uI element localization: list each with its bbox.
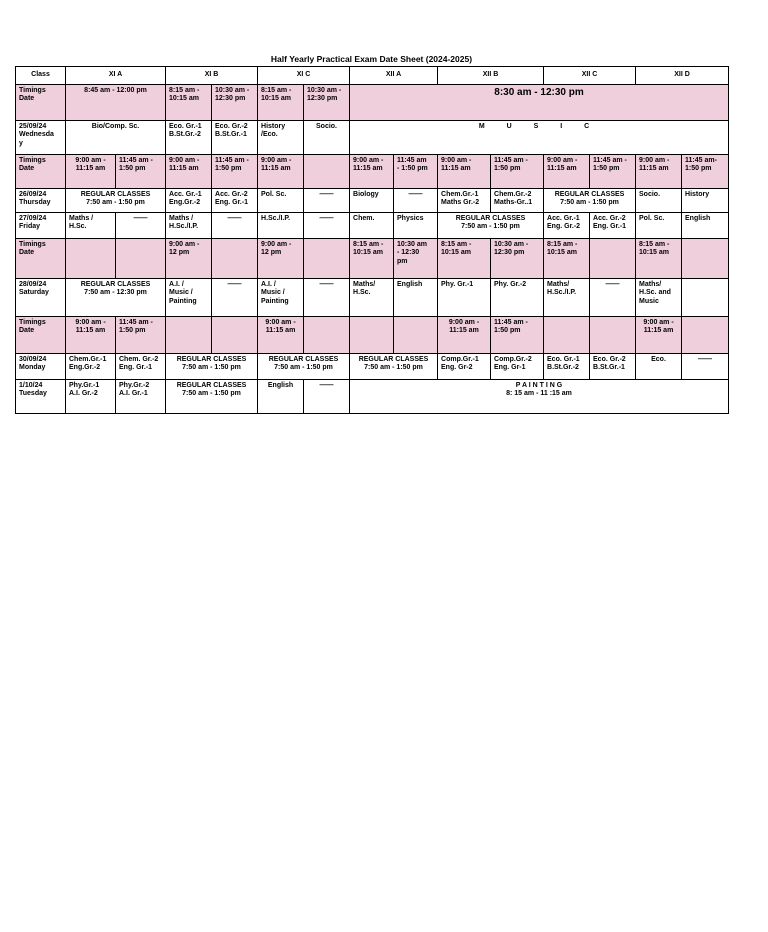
cell: —— [394,189,438,213]
painting-cell [350,380,729,414]
class-header-xi-a: XI A [66,67,166,85]
cell: M U S I C [350,121,729,155]
cell: 8:15 am - 10:15 am [438,239,491,279]
cell: REGULAR CLASSES 7:50 am - 1:50 pm [544,189,636,213]
cell: History [682,189,729,213]
cell [166,317,212,354]
cell: Eco. Gr.-2 B.St.Gr.-1 [590,354,636,380]
cell: 9:00 am - 12 pm [166,239,212,279]
cell: Phy.Gr.-2 A.I. Gr.-1 [116,380,166,414]
cell: 9:00 am - 11:15 am [66,155,116,189]
cell: Eco. [636,354,682,380]
cell: Maths / H.Sc. [66,213,116,239]
cell [682,239,729,279]
timings-row [16,239,729,279]
cell: —— [304,189,350,213]
cell: Pol. Sc. [636,213,682,239]
cell: H.Sc./I.P. [258,213,304,239]
cell: 8:45 am - 12:00 pm [66,85,166,121]
cell: —— [304,213,350,239]
date-row [16,213,729,239]
cell: Eco. Gr.-1 B.St.Gr.-2 [544,354,590,380]
cell: Comp.Gr.-2 Eng. Gr-1 [491,354,544,380]
cell [394,317,438,354]
cell: 9:00 am - 11:15 am [438,317,491,354]
cell [66,239,116,279]
date-row [16,189,729,213]
date-row [16,380,729,414]
cell: 9:00 am - 11:15 am [350,155,394,189]
class-header-xii-d: XII D [636,67,729,85]
cell [544,317,590,354]
cell: Phy. Gr.-1 [438,279,491,317]
cell: —— [212,213,258,239]
date-cell: 1/10/24 Tuesday [16,380,66,414]
class-header-xii-b: XII B [438,67,544,85]
cell: 11:45 am - 1:50 pm [394,155,438,189]
cell: 10:30 am - 12:30 pm [304,85,350,121]
cell: English [258,380,304,414]
timings-row [16,85,729,121]
cell: Pol. Sc. [258,189,304,213]
class-header-xi-c: XI C [258,67,350,85]
cell: 10:30 am - 12:30 pm [394,239,438,279]
cell: Physics [394,213,438,239]
cell: REGULAR CLASSES 7:50 am - 1:50 pm [350,354,438,380]
cell: 8:15 am - 10:15 am [636,239,682,279]
cell: Phy.Gr.-1 A.I. Gr.-2 [66,380,116,414]
cell: Maths / H.Sc./I.P. [166,213,212,239]
cell [590,317,636,354]
cell: Socio. [304,121,350,155]
timings-label: Timings Date [16,155,66,189]
class-header-xii-a: XII A [350,67,438,85]
cell: 9:00 am - 11:15 am [258,317,304,354]
class-header-xi-b: XI B [166,67,258,85]
timings-label: Timings Date [16,317,66,354]
date-row [16,279,729,317]
timings-row [16,317,729,354]
cell: —— [116,213,166,239]
cell: 9:00 am - 11:15 am [166,155,212,189]
date-cell: 28/09/24 Saturday [16,279,66,317]
cell: Bio/Comp. Sc. [66,121,166,155]
cell: Eco. Gr.-1 B.St.Gr.-2 [166,121,212,155]
cell [304,317,350,354]
cell: English [394,279,438,317]
cell: Phy. Gr.-2 [491,279,544,317]
cell [350,317,394,354]
cell: —— [304,279,350,317]
cell: Maths/ H.Sc. and Music [636,279,682,317]
cell [304,239,350,279]
cell: REGULAR CLASSES 7:50 am - 1:50 pm [258,354,350,380]
cell: 9:00 am - 12 pm [258,239,304,279]
cell: 11:45 am- 1:50 pm [682,155,729,189]
cell [116,239,166,279]
cell [304,155,350,189]
cell: 11:45 am - 1:50 pm [590,155,636,189]
cell: Maths/ H.Sc./I.P. [544,279,590,317]
date-row [16,121,729,155]
cell: 8:30 am - 12:30 pm [350,85,729,121]
cell: Chem.Gr.-1 Maths Gr.-2 [438,189,491,213]
cell: REGULAR CLASSES 7:50 am - 12:30 pm [66,279,166,317]
cell: 11:45 am - 1:50 pm [116,155,166,189]
cell: REGULAR CLASSES 7:50 am - 1:50 pm [166,380,258,414]
date-cell: 25/09/24 Wednesda y [16,121,66,155]
cell: Chem.Gr.-2 Maths-Gr..1 [491,189,544,213]
cell: Acc. Gr.-2 Eng. Gr.-1 [590,213,636,239]
cell: 8:15 am - 10:15 am [166,85,212,121]
timings-label: Timings Date [16,239,66,279]
cell: English [682,213,729,239]
cell: Chem.Gr.-1 Eng.Gr.-2 [66,354,116,380]
cell: 9:00 am - 11:15 am [438,155,491,189]
cell: Acc. Gr.-1 Eng. Gr.-2 [544,213,590,239]
painting-time: 8: 15 am - 11 :15 am [506,390,572,398]
cell: A.I. / Music / Painting [166,279,212,317]
cell: 8:15 am - 10:15 am [544,239,590,279]
cell: REGULAR CLASSES 7:50 am - 1:50 pm [66,189,166,213]
cell: 11:45 am - 1:50 pm [116,317,166,354]
cell: REGULAR CLASSES 7:50 am - 1:50 pm [166,354,258,380]
cell: —— [682,354,729,380]
cell: REGULAR CLASSES 7:50 am - 1:50 pm [438,213,544,239]
cell: 9:00 am - 11:15 am [258,155,304,189]
cell: Biology [350,189,394,213]
cell [590,239,636,279]
cell: 11:45 am - 1:50 pm [491,155,544,189]
cell: 8:15 am - 10:15 am [350,239,394,279]
cell: History /Eco. [258,121,304,155]
cell [682,317,729,354]
cell: 11:45 am - 1:50 pm [212,155,258,189]
cell: Eco. Gr.-2 B.St.Gr.-1 [212,121,258,155]
class-header-xii-c: XII C [544,67,636,85]
painting-subject: P A I N T I N G [515,382,563,389]
date-cell: 27/09/24 Friday [16,213,66,239]
cell: Maths/ H.Sc. [350,279,394,317]
cell [212,239,258,279]
cell: 10:30 am - 12:30 pm [212,85,258,121]
cell: —— [212,279,258,317]
timings-label: Timings Date [16,85,66,121]
cell: Socio. [636,189,682,213]
page-title: Half Yearly Practical Exam Date Sheet (2024-2025) [270,54,473,64]
cell: Acc. Gr.-1 Eng.Gr.-2 [166,189,212,213]
cell: 10:30 am - 12:30 pm [491,239,544,279]
cell: 9:00 am - 11:15 am [636,317,682,354]
cell: Comp.Gr.-1 Eng. Gr-2 [438,354,491,380]
cell: 11:45 am - 1:50 pm [491,317,544,354]
cell: 9:00 am - 11:15 am [66,317,116,354]
cell: A.I. / Music / Painting [258,279,304,317]
cell [212,317,258,354]
cell: 9:00 am - 11:15 am [544,155,590,189]
class-header: Class [16,67,66,85]
cell: 9:00 am - 11:15 am [636,155,682,189]
date-row [16,354,729,380]
cell [682,279,729,317]
cell: —— [304,380,350,414]
cell: Acc. Gr.-2 Eng. Gr.-1 [212,189,258,213]
cell: Chem. Gr.-2 Eng. Gr.-1 [116,354,166,380]
timings-row [16,155,729,189]
cell: Chem. [350,213,394,239]
cell: —— [590,279,636,317]
cell: 8:15 am - 10:15 am [258,85,304,121]
date-cell: 30/09/24 Monday [16,354,66,380]
header-row [16,67,729,85]
date-sheet-table [15,66,729,414]
date-cell: 26/09/24 Thursday [16,189,66,213]
